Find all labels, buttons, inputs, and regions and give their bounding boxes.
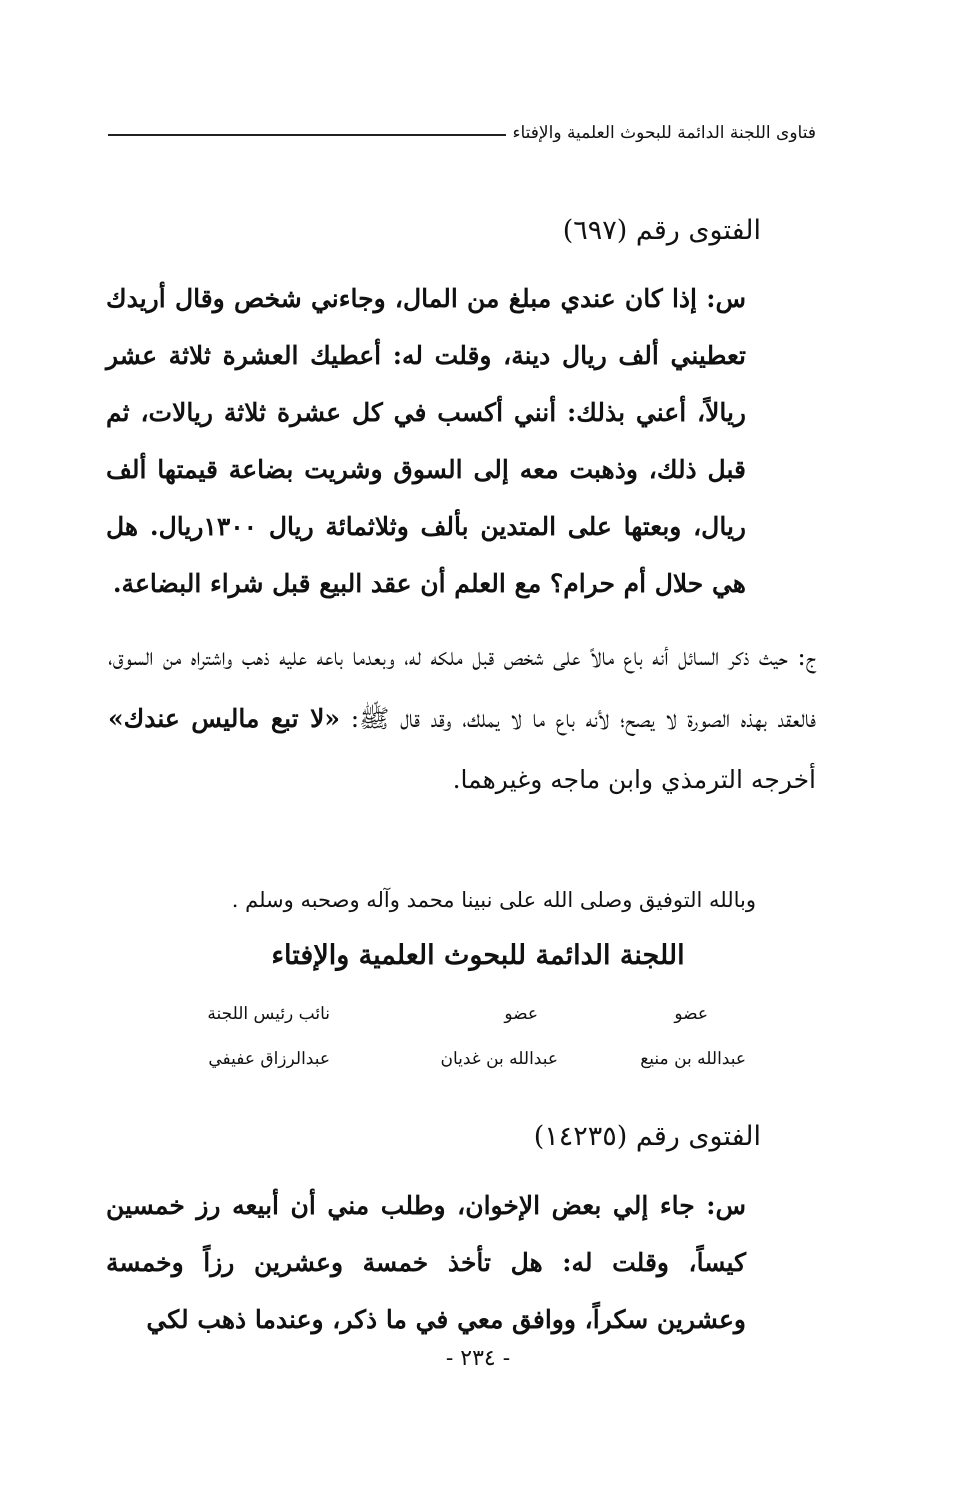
header-title: فتاوى اللجنة الدائمة للبحوث العلمية والإفتاء	[512, 123, 816, 143]
hadith-quote: «لا تبع ماليس عندك»	[108, 703, 340, 733]
role-deputy-head: نائب رئيس اللجنة	[207, 1004, 330, 1024]
page-number: - ٢٣٤ -	[445, 1346, 511, 1371]
fatwa-title: الفتوى رقم (١٤٢٣٥)	[533, 1121, 761, 1152]
signatory-roles	[0, 1004, 956, 1034]
question-text: س: إذا كان عندي مبلغ من المال، وجاءني شخص وقال أريدك تعطيني ألف ريال دينة، وقلت له: أعطيك العشرة ثلاثة عشر ريالاً، أعني بذلك: أنني أكسب في كل عشرة ثلاثة ريالات، ثم قبل ذلك، وذهبت معه إلى السوق وشريت بضاعة قيمتها ألف ريال، وبعتها على المتدين بألف وثلاثمائة ريال ١٣٠٠ريال. هل هي حلال أم حرام؟ مع العلم أن عقد البيع قبل شراء البضاعة.	[106, 284, 746, 598]
header-rule	[108, 134, 506, 136]
signatory-name: عبدالله بن غديان	[440, 1049, 558, 1069]
committee-name: اللجنة الدائمة للبحوث العلمية والإفتاء	[271, 940, 685, 971]
signatory-name: عبدالرزاق عفيفي	[208, 1049, 330, 1069]
answer-text	[108, 626, 816, 811]
signatory-names	[0, 1049, 956, 1079]
answer-intro: ج: حيث ذكر السائل أنه باع مالاً على شخص قبل ملكه له، وبعدما باعه عليه ذهب واشتراه من السوق، فالعقد بهذه الصورة لا يصح؛ لأنه باع ما لا يملك، وقد قال ﷺ:	[108, 642, 816, 733]
answer-outro: أخرجه الترمذي وابن ماجه وغيرهما.	[452, 765, 816, 794]
running-header	[108, 118, 816, 148]
question-text: س: جاء إلي بعض الإخوان، وطلب مني أن أبيعه رز خمسين كيساً، وقلت له: هل تأخذ خمسة وعشرين رزاً وخمسة وعشرين سكراً، ووافق معي في ما ذكر، وعندما ذهب لكي	[106, 1191, 746, 1334]
closing-prayer: وبالله التوفيق وصلى الله على نبينا محمد وآله وصحبه وسلم .	[231, 888, 756, 912]
role-member: عضو	[504, 1004, 538, 1024]
signatory-name: عبدالله بن منيع	[640, 1049, 746, 1069]
role-member: عضو	[674, 1004, 708, 1024]
fatwa-title: الفتوى رقم (٦٩٧)	[562, 215, 761, 246]
